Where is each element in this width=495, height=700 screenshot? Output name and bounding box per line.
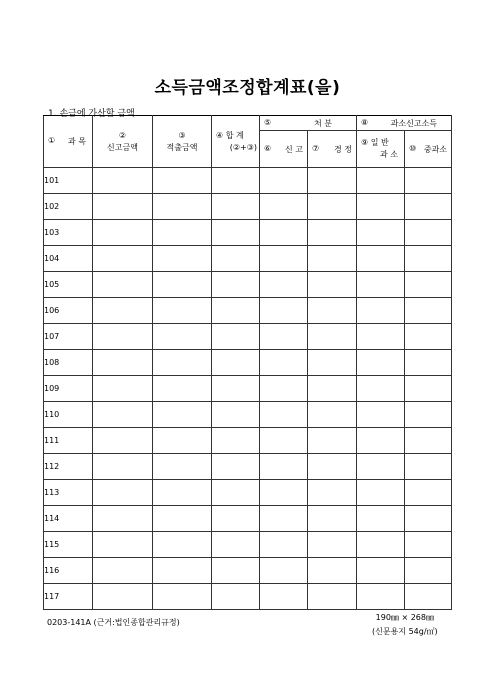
adequate-amount-cell[interactable] — [153, 194, 212, 220]
general-label-1: 일 반 — [370, 138, 389, 147]
row-code: 101 — [44, 168, 93, 194]
table-row — [44, 298, 452, 324]
adequate-amount-cell[interactable] — [153, 350, 212, 376]
adequate-amount-cell[interactable] — [153, 506, 212, 532]
reported-amount-cell[interactable] — [93, 584, 153, 610]
adequate-amount-cell[interactable] — [153, 272, 212, 298]
disp-report-cell[interactable] — [260, 376, 308, 402]
total-amount-cell[interactable] — [212, 558, 260, 584]
disp-report-cell[interactable] — [260, 506, 308, 532]
total-amount-cell[interactable] — [212, 584, 260, 610]
header-general — [357, 131, 405, 168]
heavy-underreport-cell[interactable] — [405, 428, 452, 454]
total-num: ④ — [216, 130, 224, 140]
heavy-underreport-cell[interactable] — [405, 298, 452, 324]
disp-decide-cell[interactable] — [308, 454, 357, 480]
heavy-underreport-cell[interactable] — [405, 506, 452, 532]
table-row — [44, 584, 452, 610]
disp-report-cell[interactable] — [260, 272, 308, 298]
row-code: 112 — [44, 454, 93, 480]
total-amount-cell[interactable] — [212, 402, 260, 428]
adequate-amount-cell[interactable] — [153, 532, 212, 558]
reported-amount-cell[interactable] — [93, 376, 153, 402]
table-row — [44, 506, 452, 532]
row-code: 104 — [44, 246, 93, 272]
disp-decide-cell[interactable] — [308, 376, 357, 402]
total-formula: (②+③) — [229, 142, 257, 152]
disp-decide-cell[interactable] — [308, 428, 357, 454]
disp-decide-cell[interactable] — [308, 194, 357, 220]
adequate-amount-cell[interactable] — [153, 246, 212, 272]
reported-amount-cell[interactable] — [93, 168, 153, 194]
disp-report-cell[interactable] — [260, 194, 308, 220]
disp-decide-cell[interactable] — [308, 246, 357, 272]
adequate-amount-cell[interactable] — [153, 168, 212, 194]
disp-report-cell[interactable] — [260, 246, 308, 272]
row-code: 103 — [44, 220, 93, 246]
total-label: 합 계 — [225, 130, 244, 140]
table-row — [44, 454, 452, 480]
section-label: 1. 손금에 가산할 금액 — [48, 109, 135, 119]
disp-report-cell[interactable] — [260, 220, 308, 246]
disp-decide-cell[interactable] — [308, 558, 357, 584]
total-amount-cell[interactable] — [212, 246, 260, 272]
disp-decide-cell[interactable] — [308, 220, 357, 246]
general-underreport-cell[interactable] — [357, 506, 405, 532]
disp-report-label: 신 고 — [285, 144, 303, 154]
total-amount-cell[interactable] — [212, 272, 260, 298]
table-row — [44, 272, 452, 298]
reported-amount-cell[interactable] — [93, 480, 153, 506]
table-row — [44, 558, 452, 584]
heavy-underreport-cell[interactable] — [405, 324, 452, 350]
adequate-num: ③ — [178, 130, 186, 140]
reported-amount-cell[interactable] — [93, 428, 153, 454]
disp-decide-cell[interactable] — [308, 532, 357, 558]
row-code: 102 — [44, 194, 93, 220]
total-amount-cell[interactable] — [212, 220, 260, 246]
row-code: 117 — [44, 584, 93, 610]
disp-decide-cell[interactable] — [308, 324, 357, 350]
row-code: 105 — [44, 272, 93, 298]
general-underreport-cell[interactable] — [357, 298, 405, 324]
subject-label: 과 목 — [68, 137, 86, 146]
header-subject — [44, 116, 93, 168]
disp-report-cell[interactable] — [260, 324, 308, 350]
row-code: 109 — [44, 376, 93, 402]
general-num: ⑨ — [361, 138, 369, 147]
general-underreport-cell[interactable] — [357, 324, 405, 350]
row-code: 107 — [44, 324, 93, 350]
adjustment-table — [43, 115, 452, 610]
header-disp-decide — [308, 131, 357, 168]
total-amount-cell[interactable] — [212, 168, 260, 194]
general-underreport-cell[interactable] — [357, 402, 405, 428]
underreport-num: ⑧ — [361, 117, 369, 127]
heavy-underreport-cell[interactable] — [405, 168, 452, 194]
disp-decide-cell[interactable] — [308, 272, 357, 298]
disp-decide-cell[interactable] — [308, 168, 357, 194]
disp-decide-num: ⑦ — [312, 143, 320, 153]
adequate-amount-cell[interactable] — [153, 220, 212, 246]
reported-amount-cell[interactable] — [93, 506, 153, 532]
disp-report-cell[interactable] — [260, 402, 308, 428]
adequate-amount-cell[interactable] — [153, 376, 212, 402]
total-amount-cell[interactable] — [212, 506, 260, 532]
heavy-underreport-cell[interactable] — [405, 350, 452, 376]
heavy-underreport-cell[interactable] — [405, 454, 452, 480]
row-code: 108 — [44, 350, 93, 376]
total-amount-cell[interactable] — [212, 298, 260, 324]
disp-decide-cell[interactable] — [308, 506, 357, 532]
table-row — [44, 376, 452, 402]
disp-decide-cell[interactable] — [308, 584, 357, 610]
header-reported — [93, 116, 153, 168]
table-row — [44, 532, 452, 558]
table-row — [44, 168, 452, 194]
table-row — [44, 480, 452, 506]
heavy-underreport-cell[interactable] — [405, 220, 452, 246]
form-code: 0203-141A (근거:법인종합관리규정) — [47, 618, 180, 627]
table-row — [44, 428, 452, 454]
general-underreport-cell[interactable] — [357, 428, 405, 454]
heavy-underreport-cell[interactable] — [405, 246, 452, 272]
general-underreport-cell[interactable] — [357, 584, 405, 610]
adequate-amount-cell[interactable] — [153, 454, 212, 480]
disp-report-cell[interactable] — [260, 480, 308, 506]
table-row — [44, 402, 452, 428]
table-row — [44, 246, 452, 272]
header-adequate — [153, 116, 212, 168]
adequate-amount-cell[interactable] — [153, 324, 212, 350]
total-amount-cell[interactable] — [212, 350, 260, 376]
reported-amount-cell[interactable] — [93, 246, 153, 272]
disp-decide-label: 경 정 — [334, 144, 353, 154]
row-code: 106 — [44, 298, 93, 324]
general-underreport-cell[interactable] — [357, 246, 405, 272]
general-underreport-cell[interactable] — [357, 194, 405, 220]
reported-amount-cell[interactable] — [93, 194, 153, 220]
disp-decide-cell[interactable] — [308, 402, 357, 428]
adequate-amount-cell[interactable] — [153, 480, 212, 506]
heavy-underreport-cell[interactable] — [405, 194, 452, 220]
row-code: 115 — [44, 532, 93, 558]
total-amount-cell[interactable] — [212, 480, 260, 506]
header-underreport — [357, 116, 452, 131]
heavy-underreport-cell[interactable] — [405, 584, 452, 610]
reported-amount-cell[interactable] — [93, 558, 153, 584]
header-heavy — [405, 131, 452, 168]
paper-spec — [372, 611, 438, 639]
table-row — [44, 324, 452, 350]
disp-report-cell[interactable] — [260, 168, 308, 194]
disp-decide-cell[interactable] — [308, 480, 357, 506]
form-title: 소득금액조정합계표(을) — [154, 78, 341, 98]
total-amount-cell[interactable] — [212, 532, 260, 558]
header-total — [212, 116, 260, 168]
row-code: 114 — [44, 506, 93, 532]
paper-weight: (신문용지 54g/㎡) — [372, 627, 438, 636]
general-underreport-cell[interactable] — [357, 272, 405, 298]
heavy-underreport-cell[interactable] — [405, 402, 452, 428]
disposition-num: ⑤ — [264, 117, 272, 127]
row-code: 111 — [44, 428, 93, 454]
paper-size: 190㎜ × 268㎜ — [375, 613, 434, 622]
total-amount-cell[interactable] — [212, 428, 260, 454]
heavy-underreport-cell[interactable] — [405, 558, 452, 584]
adequate-amount-cell[interactable] — [153, 298, 212, 324]
general-underreport-cell[interactable] — [357, 350, 405, 376]
row-code: 110 — [44, 402, 93, 428]
heavy-underreport-cell[interactable] — [405, 480, 452, 506]
reported-amount-cell[interactable] — [93, 350, 153, 376]
disp-decide-cell[interactable] — [308, 298, 357, 324]
heavy-num: ⑩ — [409, 143, 417, 153]
total-amount-cell[interactable] — [212, 324, 260, 350]
general-underreport-cell[interactable] — [357, 220, 405, 246]
disp-report-cell[interactable] — [260, 584, 308, 610]
heavy-underreport-cell[interactable] — [405, 532, 452, 558]
disp-report-cell[interactable] — [260, 350, 308, 376]
heavy-label: 중과소 — [423, 144, 448, 154]
table-row — [44, 194, 452, 220]
general-underreport-cell[interactable] — [357, 480, 405, 506]
reported-amount-cell[interactable] — [93, 324, 153, 350]
general-underreport-cell[interactable] — [357, 532, 405, 558]
general-underreport-cell[interactable] — [357, 168, 405, 194]
disp-report-cell[interactable] — [260, 532, 308, 558]
reported-amount-cell[interactable] — [93, 220, 153, 246]
total-amount-cell[interactable] — [212, 454, 260, 480]
adequate-amount-cell[interactable] — [153, 428, 212, 454]
subject-num: ① — [48, 136, 56, 145]
reported-amount-cell[interactable] — [93, 272, 153, 298]
row-code: 113 — [44, 480, 93, 506]
disp-report-cell[interactable] — [260, 454, 308, 480]
adequate-amount-cell[interactable] — [153, 584, 212, 610]
header-disp-report — [260, 131, 308, 168]
adequate-amount-cell[interactable] — [153, 558, 212, 584]
general-underreport-cell[interactable] — [357, 454, 405, 480]
reported-amount-cell[interactable] — [93, 454, 153, 480]
reported-amount-cell[interactable] — [93, 532, 153, 558]
disp-report-cell[interactable] — [260, 428, 308, 454]
header-disposition — [260, 116, 357, 131]
total-amount-cell[interactable] — [212, 194, 260, 220]
reported-amount-cell[interactable] — [93, 298, 153, 324]
total-amount-cell[interactable] — [212, 376, 260, 402]
general-underreport-cell[interactable] — [357, 376, 405, 402]
reported-amount-cell[interactable] — [93, 402, 153, 428]
disp-report-num: ⑥ — [264, 143, 272, 153]
heavy-underreport-cell[interactable] — [405, 376, 452, 402]
table-row — [44, 220, 452, 246]
row-code: 116 — [44, 558, 93, 584]
table-row — [44, 350, 452, 376]
disp-decide-cell[interactable] — [308, 350, 357, 376]
general-label-2: 과 소 — [380, 150, 399, 159]
disp-report-cell[interactable] — [260, 558, 308, 584]
disposition-label: 처 분 — [314, 118, 333, 128]
reported-label: 신고금액 — [107, 142, 138, 152]
general-underreport-cell[interactable] — [357, 558, 405, 584]
adequate-label: 적출금액 — [166, 142, 198, 152]
heavy-underreport-cell[interactable] — [405, 272, 452, 298]
reported-num: ② — [118, 130, 127, 140]
underreport-label: 과소신고소득 — [390, 118, 438, 128]
disp-report-cell[interactable] — [260, 298, 308, 324]
adequate-amount-cell[interactable] — [153, 402, 212, 428]
